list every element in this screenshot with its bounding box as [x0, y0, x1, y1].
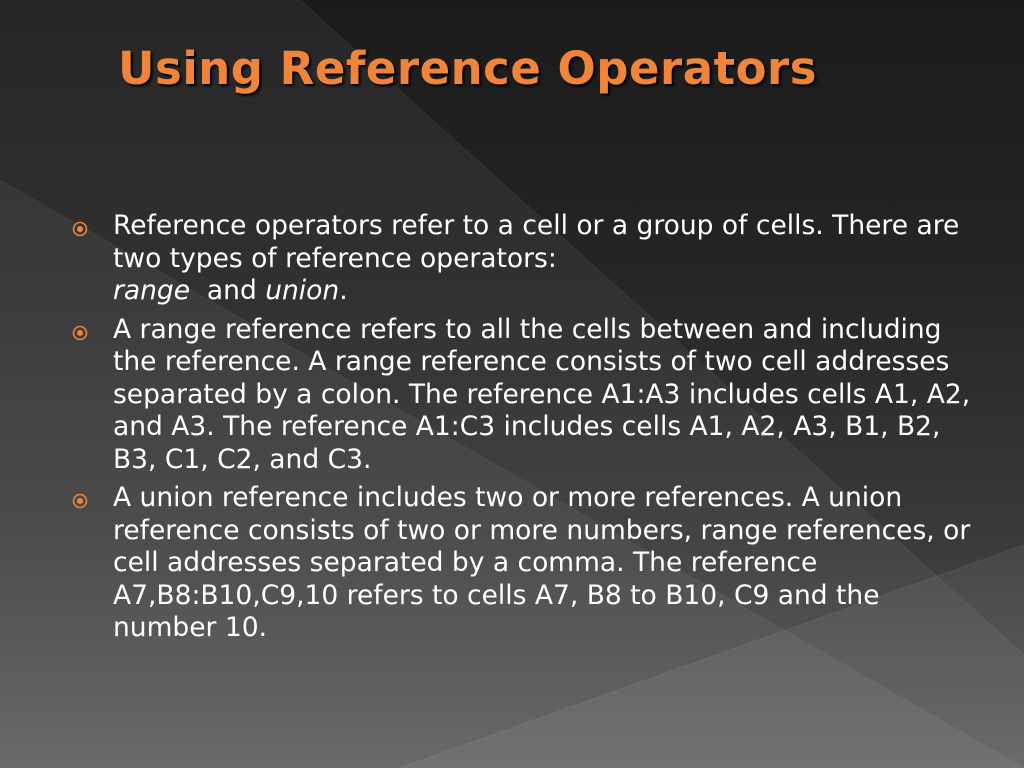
slide-title: Using Reference Operators — [118, 42, 817, 95]
term-joiner: and — [206, 275, 257, 306]
bullet-text: A union reference includes two or more references. A union reference consists of two or more numbers, range references, or cell addresses separated by a comma. The reference A7,B8:B10,C9,10 refers to cells A7, B8 to B10, C9 and the number 10. — [113, 482, 971, 643]
term-union: union — [265, 275, 340, 306]
sentence-end: . — [339, 275, 348, 306]
circled-dot-icon — [72, 325, 88, 341]
bullet-item — [72, 482, 977, 645]
bullet-text: Reference operators refer to a cell or a group of cells. There are two types of reference operators: — [113, 210, 960, 274]
bullet-item — [72, 314, 977, 477]
bullet-text: A range reference refers to all the cells between and including the reference. A range reference consists of two cell addresses separated by a colon. The reference A1:A3 includes cells A1, A2, and A3. The reference A1:C3 includes cells A1, A2, A3, B1, B2, B3, C1, C2, and C3. — [113, 313, 971, 475]
circled-dot-icon — [72, 493, 88, 509]
term-range: range — [113, 275, 191, 306]
bullet-list — [72, 210, 977, 651]
bullet-item — [72, 210, 977, 308]
circled-dot-icon — [72, 221, 88, 237]
